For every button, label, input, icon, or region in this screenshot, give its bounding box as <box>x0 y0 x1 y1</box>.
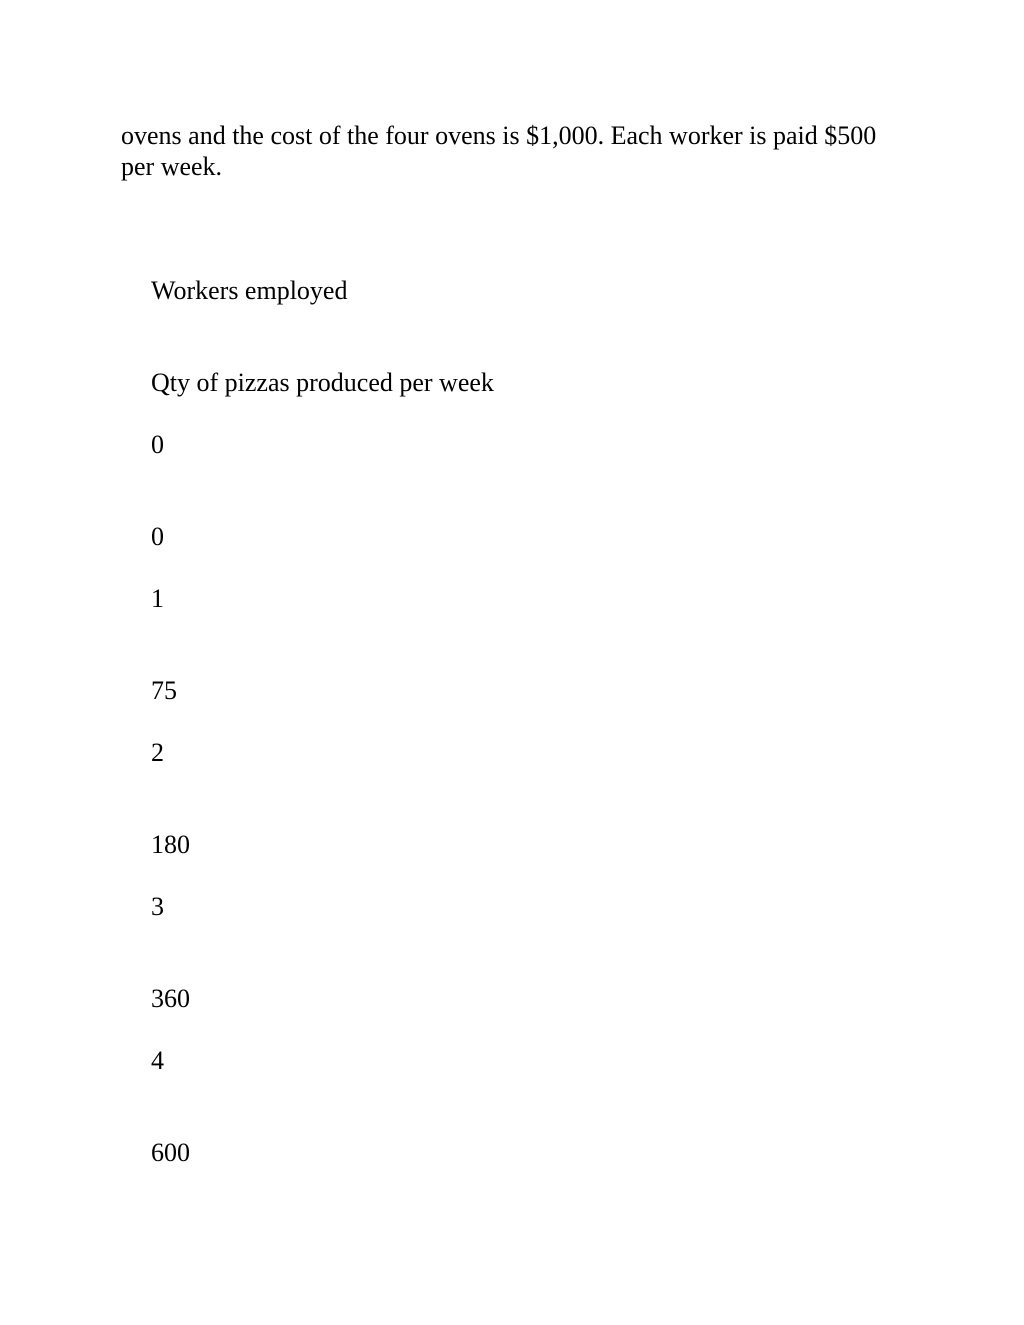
intro-paragraph <box>121 120 911 182</box>
cell-workers-row-2: 1 <box>151 584 164 613</box>
cell-pizzas-row-4: 360 <box>151 984 190 1013</box>
header-workers-employed: Workers employed <box>151 276 348 305</box>
cell-workers-row-5: 4 <box>151 1046 164 1075</box>
header-qty-pizzas: Qty of pizzas produced per week <box>151 368 494 397</box>
cell-pizzas-row-3: 180 <box>151 830 190 859</box>
cell-workers-row-1: 0 <box>151 430 164 459</box>
intro-line-1: ovens and the cost of the four ovens is $1,000. Each worker is paid $500 <box>121 121 877 150</box>
cell-pizzas-row-5: 600 <box>151 1138 190 1167</box>
cell-pizzas-row-2: 75 <box>151 676 177 705</box>
cell-workers-row-4: 3 <box>151 892 164 921</box>
cell-workers-row-3: 2 <box>151 738 164 767</box>
intro-line-2: per week. <box>121 152 223 181</box>
cell-pizzas-row-1: 0 <box>151 522 164 551</box>
